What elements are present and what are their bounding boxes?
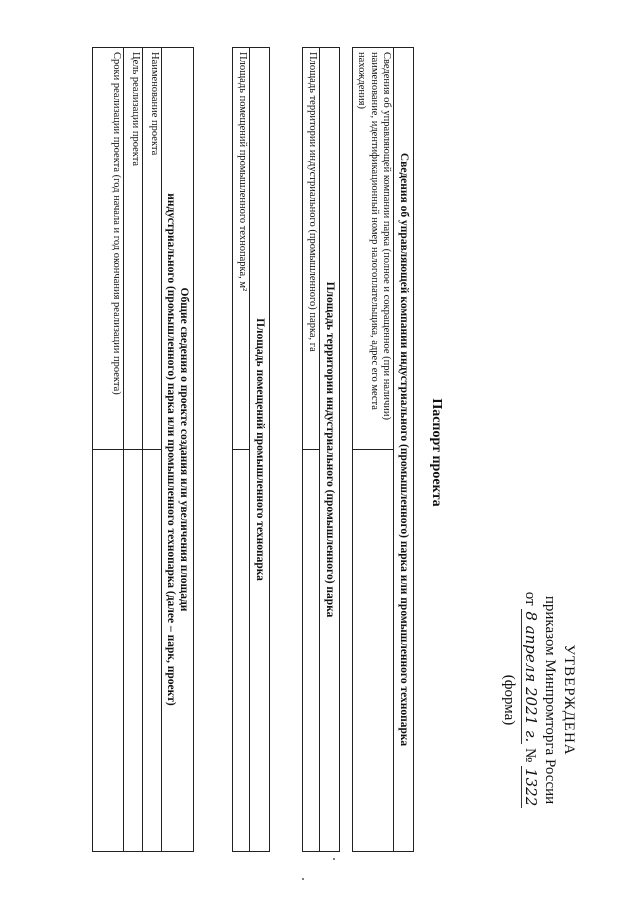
approval-handwritten-date: 8 апреля 2021 г. xyxy=(522,611,540,743)
project-name-label: Наименование проекта xyxy=(143,48,162,450)
scan-speck xyxy=(333,858,335,860)
project-goal-value[interactable] xyxy=(124,450,143,852)
project-general-info-header xyxy=(162,48,194,852)
table-row xyxy=(233,48,250,852)
scan-speck xyxy=(302,878,304,880)
technopark-area-label: Площадь помещений промышленного технопарка, м² xyxy=(233,48,250,450)
park-territory-table xyxy=(303,47,341,852)
project-timeline-value[interactable] xyxy=(93,450,124,852)
approval-stamp-block xyxy=(499,540,578,860)
table-row xyxy=(353,48,394,852)
park-territory-label: Площадь территории индустриального (промышленного) парка, га xyxy=(303,48,320,450)
approval-date-line xyxy=(520,540,540,860)
form-label: (форма) xyxy=(501,674,517,726)
approval-header: УТВЕРЖДЕНА xyxy=(561,644,577,756)
technopark-area-header: Площадь помещений промышленного технопарка xyxy=(250,48,270,852)
project-timeline-label: Сроки реализации проекта (год начала и год окончания реализации проекта) xyxy=(93,48,124,450)
project-header-line-2: индустриального (промышленного) парка или промышленного технопарка (далее – парк, проект) xyxy=(165,193,178,706)
document-title: Паспорт проекта xyxy=(429,398,444,507)
approval-from-prefix: от xyxy=(522,591,538,606)
project-goal-label: Цель реализации проекта xyxy=(124,48,143,450)
technopark-area-value[interactable] xyxy=(233,450,250,852)
park-territory-value[interactable] xyxy=(303,450,320,852)
approval-number-prefix: № xyxy=(522,748,538,763)
management-company-header: Сведения об управляющей компании индустриального (промышленного) парка или промышленного технопарка xyxy=(394,48,414,852)
table-row xyxy=(303,48,320,852)
table-row xyxy=(93,48,124,852)
park-territory-header: Площадь территории индустриального (промышленного) парка xyxy=(320,48,340,852)
management-company-label: Сведения об управляющей компании парка (полное и сокращенное (при наличии) наименование, идентификационный номер налогоплательщика, адрес его места нахождения) xyxy=(353,48,394,450)
table-row xyxy=(143,48,162,852)
approval-order-line: приказом Минпромторга России xyxy=(542,595,558,805)
technopark-area-table xyxy=(233,47,271,852)
project-general-info-table xyxy=(92,47,194,852)
project-header-line-1: Общие сведения о проекте создания или увеличения площади xyxy=(178,287,190,612)
management-company-table xyxy=(353,47,415,852)
management-company-value[interactable] xyxy=(353,450,394,852)
table-row xyxy=(124,48,143,852)
project-name-value[interactable] xyxy=(143,450,162,852)
approval-handwritten-number: 1322 xyxy=(522,768,540,807)
